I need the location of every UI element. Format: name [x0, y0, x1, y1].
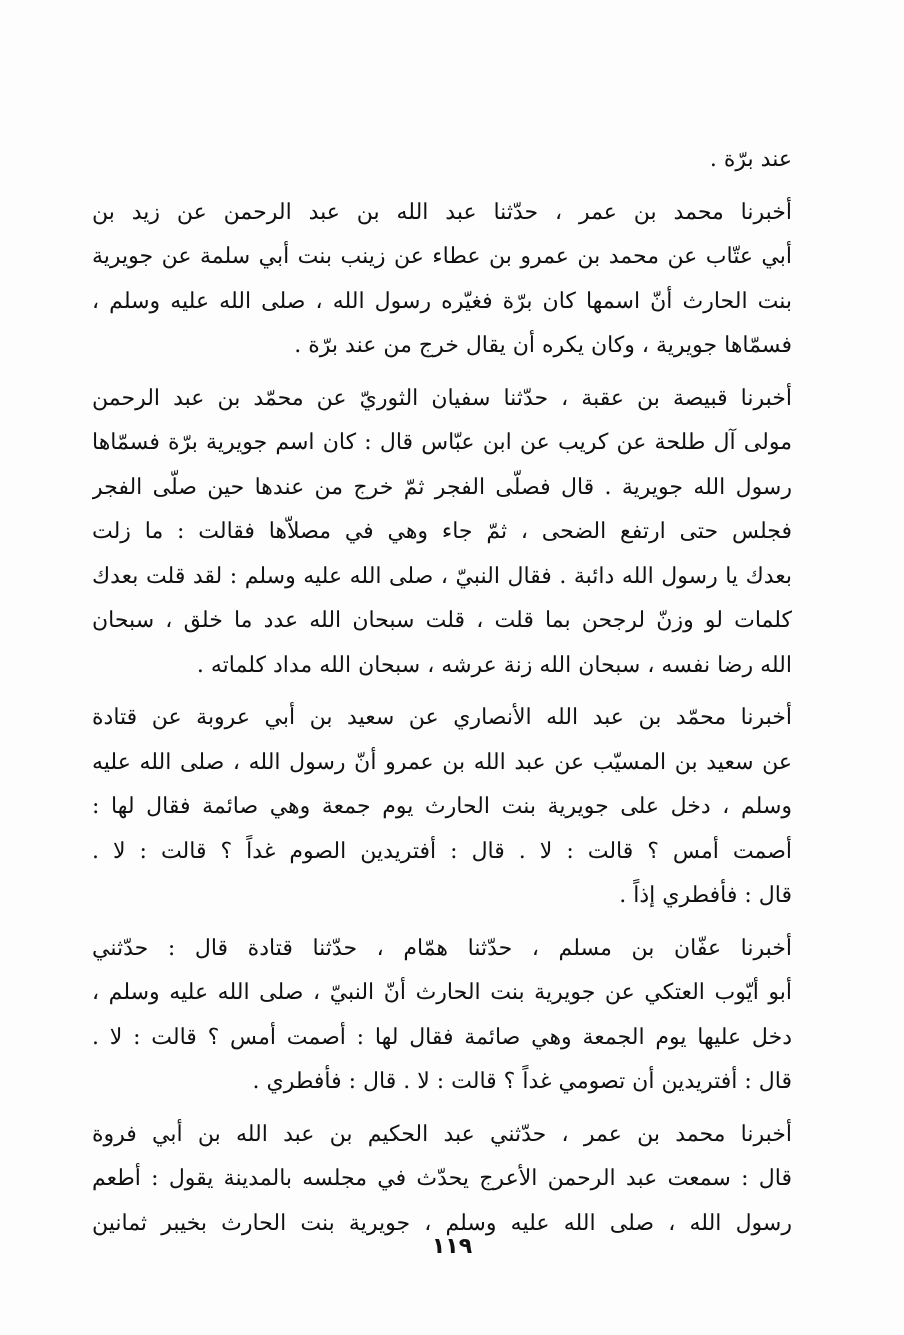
text-line: فسمّاها جويرية ، وكان يكره أن يقال خرج من عند برّة .: [294, 333, 792, 358]
page-number: ١١٩: [431, 1234, 473, 1259]
text-line: الله رضا نفسه ، سبحان الله زنة عرشه ، سبحان الله مداد كلماته .: [196, 652, 792, 678]
text-line: مولى آل طلحة عن كريب عن ابن عبّاس قال : كان اسم جويرية برّة فسمّاها: [92, 430, 792, 455]
paragraph-1: [92, 138, 792, 183]
text-line: بعدك يا رسول الله دائبة . فقال النبيّ ، صلى الله عليه وسلم : لقد قلت بعدك: [92, 563, 792, 589]
text-line: قال : سمعت عبد الرحمن الأعرج يحدّث في مجلسه بالمدينة يقول : أطعم: [92, 1166, 792, 1191]
text-line: أخبرنا محمد بن عمر ، حدّثني عبد الحكيم بن عبد الله بن أبي فروة: [92, 1121, 792, 1147]
paragraph-4: [92, 696, 792, 919]
text-line: فجلس حتى ارتفع الضحى ، ثمّ جاء وهي في مصلاّها فقالت : ما زلت: [92, 519, 792, 544]
paragraph-3: [92, 377, 792, 689]
text-line: رسول الله ، صلى الله عليه وسلم ، جويرية بنت الحارث بخيبر ثمانين: [92, 1210, 792, 1236]
text-line: دخل عليها يوم الجمعة وهي صائمة فقال لها : أصمت أمس ؟ قالت : لا .: [92, 1024, 792, 1050]
paragraph-2: [92, 191, 792, 369]
text-line: عند برّة .: [709, 147, 792, 172]
paragraph-5: [92, 927, 792, 1105]
text-line: أخبرنا محمد بن عمر ، حدّثنا عبد الله بن عبد الرحمن عن زيد بن: [92, 199, 792, 225]
text-line: قال : أفتريدين أن تصومي غداً ؟ قالت : لا . قال : فأفطري .: [252, 1069, 792, 1094]
text-line: عن سعيد بن المسيّب عن عبد الله بن عمرو أنّ رسول الله ، صلى الله عليه: [92, 749, 792, 775]
text-line: رسول الله جويرية . قال فصلّى الفجر ثمّ خرج من عندها حين صلّى الفجر: [92, 474, 792, 500]
text-line: أبو أيّوب العتكي عن جويرية بنت الحارث أنّ النبيّ ، صلى الله عليه وسلم ،: [92, 980, 792, 1005]
text-line: وسلم ، دخل على جويرية بنت الحارث يوم جمعة وهي صائمة فقال لها :: [92, 794, 792, 819]
text-line: أخبرنا قبيصة بن عقبة ، حدّثنا سفيان الثوريّ عن محمّد بن عبد الرحمن: [92, 385, 792, 411]
text-line: أصمت أمس ؟ قالت : لا . قال : أفتريدين الصوم غداً ؟ قالت : لا .: [92, 838, 792, 864]
text-line: قال : فأفطري إذاً .: [619, 883, 792, 908]
text-line: أخبرنا محمّد بن عبد الله الأنصاري عن سعيد بن أبي عروبة عن قتادة: [92, 705, 792, 730]
text-line: أخبرنا عفّان بن مسلم ، حدّثنا همّام ، حدّثنا قتادة قال : حدّثني: [92, 935, 792, 961]
paragraph-6: [92, 1113, 792, 1247]
text-line: بنت الحارث أنّ اسمها كان برّة فغيّره رسول الله ، صلى الله عليه وسلم ،: [92, 288, 792, 314]
text-line: أبي عتّاب عن محمد بن عمرو بن عطاء عن زينب بنت أبي سلمة عن جويرية: [92, 244, 792, 269]
text-line: كلمات لو وزنّ لرجحن بما قلت ، قلت سبحان الله عدد ما خلق ، سبحان: [92, 608, 792, 633]
page-text: [92, 138, 792, 1246]
